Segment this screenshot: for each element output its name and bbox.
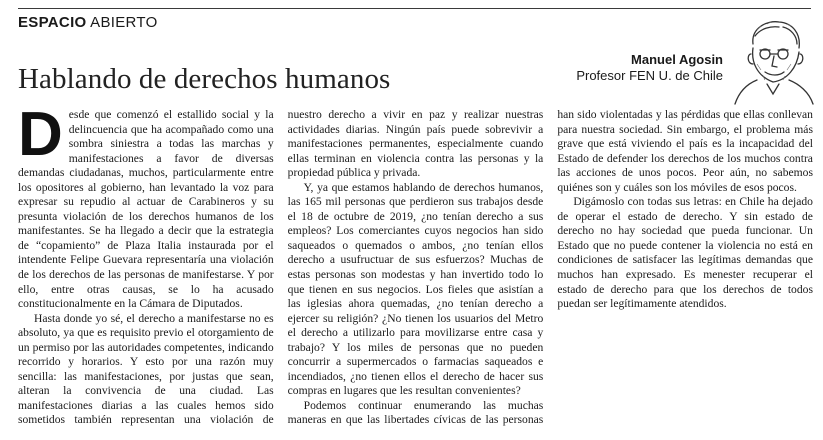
article-paragraph [18, 100, 274, 312]
article-paragraph: Y, ya que estamos hablando de derechos humanos, las 165 mil personas que perdieron sus trabajos desde el 18 de octubre de 2019, ¿no tenían derecho a sus empleos? Los comerciantes cuyos negocios han sido saqueados o quemados o ambos, ¿no tenían ellos derecho a usufructuar de sus esfuerzos? Muchas de estas personas son modestas y han invertido todo lo que tienen en sus negocios. Los fieles que asistían a las iglesias ahora quemadas, ¿no tenían derecho a ejercer su religión? ¿No tienen los usuarios del Metro el derecho a utilizarlo para movilizarse entre casa y trabajo? Y los miles de personas que no pueden concurrir a supermercados o farmacias saqueados e incendiados, ¿no tienen ellos el derecho de hacer sus compras en lugares que les resultan convenientes? [287, 180, 544, 398]
article-headline: Hablando de derechos humanos [18, 63, 391, 96]
author-portrait [727, 14, 819, 106]
article-paragraph: Digámoslo con todas sus letras: en Chile ha dejado de operar el estado de derecho. Y sin estado de derecho no hay sociedad que pueda funcionar. Un Estado que no puede contener la violencia no está en condiciones de satisfacer las legítimas demandas que muchos han expresado. Es menester recuperar el estado de derecho para que los derechos de todos puedan ser legítimamente atendidos. [557, 195, 813, 311]
article-paragraph: Podemos continuar enumerando las muchas maneras en que las libertades cívicas de las personas han sido violentadas y las pérdidas que ellas conllevan para nuestra sociedad. Sin embargo, el problema más grave que está viviendo el país es la incapacidad del Estado de defender los derechos de los muchos contra las acciones de unos pocos. Peor aún, no sabemos quiénes son y cuáles son los móviles de esos pocos. [287, 108, 813, 427]
author-name: Manuel Agosin [631, 52, 723, 67]
paragraph-text: esde que comenzó el estallido social y la delincuencia que ha acompañado como una sombra siniestra a todas las marchas y manifestaciones a favor de diversas demandas ciudadanas, muchos, particularmente entre los opositores al gobierno, han levantado la voz para expresar su repudio al actuar de Carabineros y su presunta violación de los derechos humanos de los manifestantes. Se ha llegado a decir que la estrategia de “copamiento” de Plaza Italia instaurada por el intendente Felipe Guevara representaría una violación de los derechos de las personas de manifestarse. Y por ello, entre otras causas, se lo ha acusado constitucionalmente en la Cámara de Diputados. [18, 108, 274, 311]
section-label [18, 14, 158, 31]
article-body [18, 100, 813, 438]
drop-cap: D [18, 100, 63, 169]
top-rule [18, 8, 811, 9]
author-byline [576, 52, 723, 83]
section-label-regular: ABIERTO [90, 14, 158, 31]
article-paragraph: Hasta donde yo sé, el derecho a manifestarse no es absoluto, ya que es requisito previo el otorgamiento de un permiso por las autoridades competentes, indicando recorrido y horarios. Y esto por una razón muy sencilla: las manifestaciones, por justas que sean, alteran la convivencia de una ciudad. Las manifestaciones diarias a las cuales hemos sido sometidos también representan una violación de nuestro derecho a vivir en paz y realizar nuestras actividades diarias. Ningún país puede sobrevivir a manifestaciones permanentes, especialmente cuando ellas terminan en violencia contra las personas y la propiedad pública y privada. [18, 108, 544, 427]
author-role: Profesor FEN U. de Chile [576, 68, 723, 83]
section-label-bold: ESPACIO [18, 14, 87, 31]
